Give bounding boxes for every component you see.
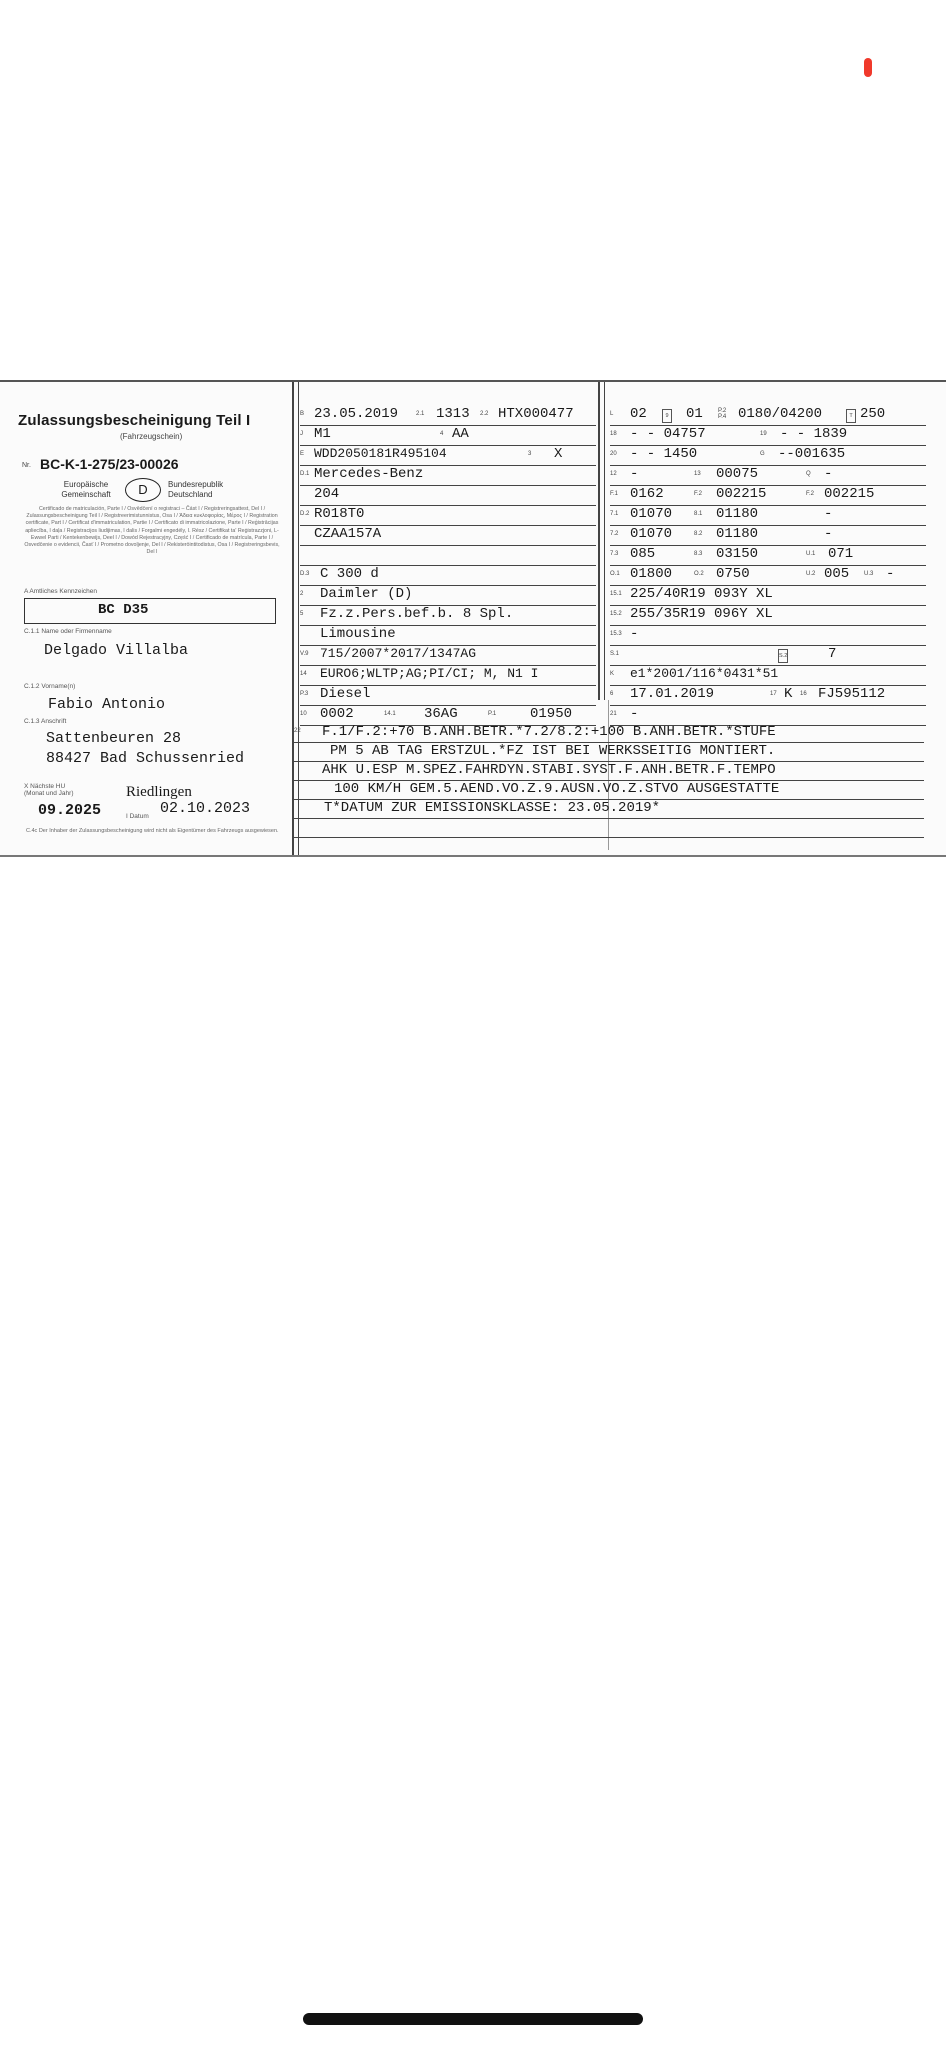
country-code-oval: D bbox=[125, 478, 161, 502]
tyres-other: - bbox=[630, 626, 639, 642]
fuel-type: Diesel bbox=[320, 686, 371, 702]
row-b: B 23.05.2019 2.1 1313 2.2 HTX000477 bbox=[300, 406, 596, 426]
row-20: 20 - - 1450 G --001635 bbox=[610, 446, 926, 466]
issue-date: 02.10.2023 bbox=[160, 800, 251, 817]
remarks-line: 100 KM/H GEM.5.AEND.VO.Z.9.AUSN.VO.Z.STVO AUSGESTATTE bbox=[294, 781, 924, 800]
eu-label: Europäische Gemeinschaft bbox=[61, 480, 111, 499]
issue-place: Riedlingen bbox=[126, 784, 192, 800]
inspection-label: X Nächste HU (Monat und Jahr) bbox=[24, 783, 74, 797]
surname: Delgado Villalba bbox=[44, 642, 189, 659]
emission-code: 36AG bbox=[424, 706, 458, 722]
surname-label: C.1.1 Name oder Firmenname bbox=[24, 628, 112, 635]
axle-load-permitted-1: 01180 bbox=[716, 506, 759, 522]
body-code: AA bbox=[452, 426, 469, 442]
row-21: 21 - bbox=[610, 706, 926, 726]
noise-driving: - bbox=[886, 566, 895, 582]
plate-label: A Amtliches Kennzeichen bbox=[24, 588, 97, 595]
row-o1: O.1 01800 O.2 0750 U.2 005 U.3 - bbox=[610, 566, 926, 586]
seats: 085 bbox=[630, 546, 656, 562]
noise-stationary: 071 bbox=[828, 546, 854, 562]
row-2: 2 Daimler (D) bbox=[300, 586, 596, 606]
document-id: FJ595112 bbox=[818, 686, 886, 702]
row-d2-type bbox=[300, 486, 596, 506]
drive-axles: 01 bbox=[686, 406, 703, 422]
axle-load-registration-2: - bbox=[824, 526, 833, 542]
number-label: Nr. bbox=[22, 462, 31, 469]
body-type: Limousine bbox=[320, 626, 396, 642]
max-mass-technical: 0162 bbox=[630, 486, 664, 502]
row-v9: V.9 715/2007*2017/1347AG bbox=[300, 646, 596, 666]
license-plate: BC D35 bbox=[98, 602, 149, 618]
manufacturer: Daimler (D) bbox=[320, 586, 413, 602]
axle-count: 02 bbox=[630, 406, 647, 422]
remarks-line: AHK U.ESP M.SPEZ.FAHRDYN.STABI.SYST.F.ANH.BETR.F.TEMPO bbox=[294, 762, 924, 781]
row-k: K e1*2001/116*0431*51 bbox=[610, 666, 926, 686]
issue-date-label: I Datum bbox=[126, 813, 149, 820]
row-12: 12 - 13 00075 Q - bbox=[610, 466, 926, 486]
address-city: 88427 Bad Schussenried bbox=[46, 750, 245, 767]
axle-load-2: 01070 bbox=[630, 526, 673, 542]
row-15-3: 15.3 - bbox=[610, 626, 926, 646]
row-p3: P.3 Diesel bbox=[300, 686, 596, 706]
standing-places: 03150 bbox=[716, 546, 759, 562]
length: - - 04757 bbox=[630, 426, 706, 442]
height: - - 1450 bbox=[630, 446, 698, 462]
remarks-line: PM 5 AB TAG ERSTZUL.*FZ IST BEI WERKSSEITIG MONTIERT. bbox=[294, 743, 924, 762]
country-label: Bundesrepublik Deutschland bbox=[168, 480, 224, 499]
approval-type: K bbox=[784, 686, 793, 702]
type-key: HTX000477 bbox=[498, 406, 574, 422]
row-15-2: 15.2 255/35R19 096Y XL bbox=[610, 606, 926, 626]
axle-load-registration-1: - bbox=[824, 506, 833, 522]
remarks-code: 22 bbox=[294, 728, 301, 734]
row-7-2: 7.2 01070 8.2 01180 - bbox=[610, 526, 926, 546]
model-variant: R018T0 bbox=[314, 506, 365, 522]
owner-footnote: C.4c Der Inhaber der Zulassungsbescheinigung wird nicht als Eigentümer des Fahrzeugs ausgewiesen. bbox=[26, 828, 279, 834]
type-approval-date: 17.01.2019 bbox=[630, 686, 715, 702]
vehicle-category: Fz.z.Pers.bef.b. 8 Spl. bbox=[320, 606, 514, 622]
support-load: 00075 bbox=[716, 466, 759, 482]
document-subtitle: (Fahrzeugschein) bbox=[120, 432, 183, 441]
row-18: 18 - - 04757 19 - - 1839 bbox=[610, 426, 926, 446]
type-approval-number: e1*2001/116*0431*51 bbox=[630, 666, 779, 681]
remarks-line-empty bbox=[294, 819, 924, 838]
remarks-line-empty bbox=[294, 838, 924, 857]
model-version: CZAA157A bbox=[314, 526, 382, 542]
row-s1: S.1 S.2 7 bbox=[610, 646, 926, 666]
row-l: L 02 9 01 P.2 P.4 0180/04200 T 250 bbox=[610, 406, 926, 426]
power-weight-ratio: - bbox=[824, 466, 833, 482]
trailer-load-unbraked: 0750 bbox=[716, 566, 750, 582]
tank-volume: - bbox=[630, 466, 639, 482]
fuel-code: 0002 bbox=[320, 706, 354, 722]
row-14: 14 EURO6;WLTP;AG;PI/CI; M, N1 I bbox=[300, 666, 596, 686]
address-street: Sattenbeuren 28 bbox=[46, 730, 182, 747]
row-blank bbox=[300, 546, 596, 566]
make: Mercedes-Benz bbox=[314, 466, 424, 482]
vin-check-digit: X bbox=[554, 446, 563, 462]
document-title: Zulassungsbescheinigung Teil I bbox=[18, 412, 251, 429]
row-f1: F.1 0162 F.2 002215 F.2 002215 bbox=[610, 486, 926, 506]
plate-box bbox=[24, 598, 276, 624]
row-7-3: 7.3 085 8.3 03150 U.1 071 bbox=[610, 546, 926, 566]
engine-speed: 005 bbox=[824, 566, 850, 582]
registration-certificate bbox=[0, 380, 946, 857]
emission-class: 715/2007*2017/1347AG bbox=[320, 646, 477, 661]
row-d2-variant: D.2 R018T0 bbox=[300, 506, 596, 526]
row-5: 5 Fz.z.Pers.bef.b. 8 Spl. bbox=[300, 606, 596, 626]
row-7-1: 7.1 01070 8.1 01180 - bbox=[610, 506, 926, 526]
width: - - 1839 bbox=[780, 426, 848, 442]
trade-name: C 300 d bbox=[320, 566, 379, 582]
doors: 7 bbox=[828, 646, 837, 662]
document-number: BC-K-1-275/23-00026 bbox=[40, 456, 179, 472]
multilingual-fine-print: Certificado de matriculación, Parte I / Osvědčení o registraci – Část I / Registreringsattest, Del I / Zulassungsbescheinigung Teil I / Registreerimistunnistus, Osa I / Άδεια κυκλοφορίας, Μέρος I / Registration certificate, Part I / Certificat d'immatriculation, Partie I / Certificato di immatricolazione, Parte I / Reģistrācijas apliecība, I daļa / Registracijos liudijimas, I dalis / Forgalmi engedély, I. Rész / Certifikat ta' Reġistrazzjoni, L-Ewwel Parti / Kentekenbewijs, Deel I / Dowód Rejestracyjny, Część I / Certificado de matrícula, Parte I / Osvedčenie o evidencii, Časť I / Prometno dovoljenje, Del I / Rekisteröintitodistus, Osa I / Registreringsbevis, Del I bbox=[24, 506, 280, 556]
row-5-body bbox=[300, 626, 596, 646]
recording-indicator bbox=[864, 58, 872, 77]
row-j: J M1 4 AA bbox=[300, 426, 596, 446]
emission-designation: EURO6;WLTP;AG;PI/CI; M, N1 I bbox=[320, 666, 539, 681]
row-e: E WDD2050181R495104 3 X bbox=[300, 446, 596, 466]
vin: WDD2050181R495104 bbox=[314, 446, 447, 461]
max-mass-permitted: 002215 bbox=[716, 486, 767, 502]
inspection-date: 09.2025 bbox=[38, 802, 102, 819]
certificate-header-panel bbox=[10, 388, 285, 848]
trailer-load-braked: 01800 bbox=[630, 566, 673, 582]
remarks-line: T*DATUM ZUR EMISSIONSKLASSE: 23.05.2019* bbox=[294, 800, 924, 819]
displacement: 01950 bbox=[530, 706, 573, 722]
panel-divider-middle bbox=[598, 382, 600, 700]
tyres-front: 225/40R19 093Y XL bbox=[630, 586, 773, 602]
row-d2-version bbox=[300, 526, 596, 546]
first-registration-date: 23.05.2019 bbox=[314, 406, 399, 422]
manufacturer-key: 1313 bbox=[436, 406, 470, 422]
address-label: C.1.3 Anschrift bbox=[24, 718, 67, 725]
row-10: 10 0002 14.1 36AG P.1 01950 bbox=[300, 706, 596, 726]
power-rpm: 0180/04200 bbox=[738, 406, 823, 422]
model-type: 204 bbox=[314, 486, 340, 502]
panel-divider-middle-inner bbox=[604, 382, 605, 700]
additional-info: - bbox=[630, 706, 639, 722]
axle-load-1: 01070 bbox=[630, 506, 673, 522]
vehicle-class: M1 bbox=[314, 426, 331, 442]
first-name-label: C.1.2 Vorname(n) bbox=[24, 683, 76, 690]
row-d1: D.1 Mercedes-Benz bbox=[300, 466, 596, 486]
axle-load-permitted-2: 01180 bbox=[716, 526, 759, 542]
home-indicator[interactable] bbox=[303, 2013, 643, 2025]
first-name: Fabio Antonio bbox=[48, 696, 166, 713]
remarks-line: F.1/F.2:+70 B.ANH.BETR.*7.2/8.2:+100 B.ANH.BETR.*STUFE bbox=[294, 724, 924, 743]
row-15-1: 15.1 225/40R19 093Y XL bbox=[610, 586, 926, 606]
empty-mass: --001635 bbox=[778, 446, 846, 462]
max-mass-registration: 002215 bbox=[824, 486, 875, 502]
row-d3: D.3 C 300 d bbox=[300, 566, 596, 586]
max-speed: 250 bbox=[860, 406, 886, 422]
tyres-rear: 255/35R19 096Y XL bbox=[630, 606, 773, 622]
row-6: 6 17.01.2019 17 K 16 FJ595112 bbox=[610, 686, 926, 706]
